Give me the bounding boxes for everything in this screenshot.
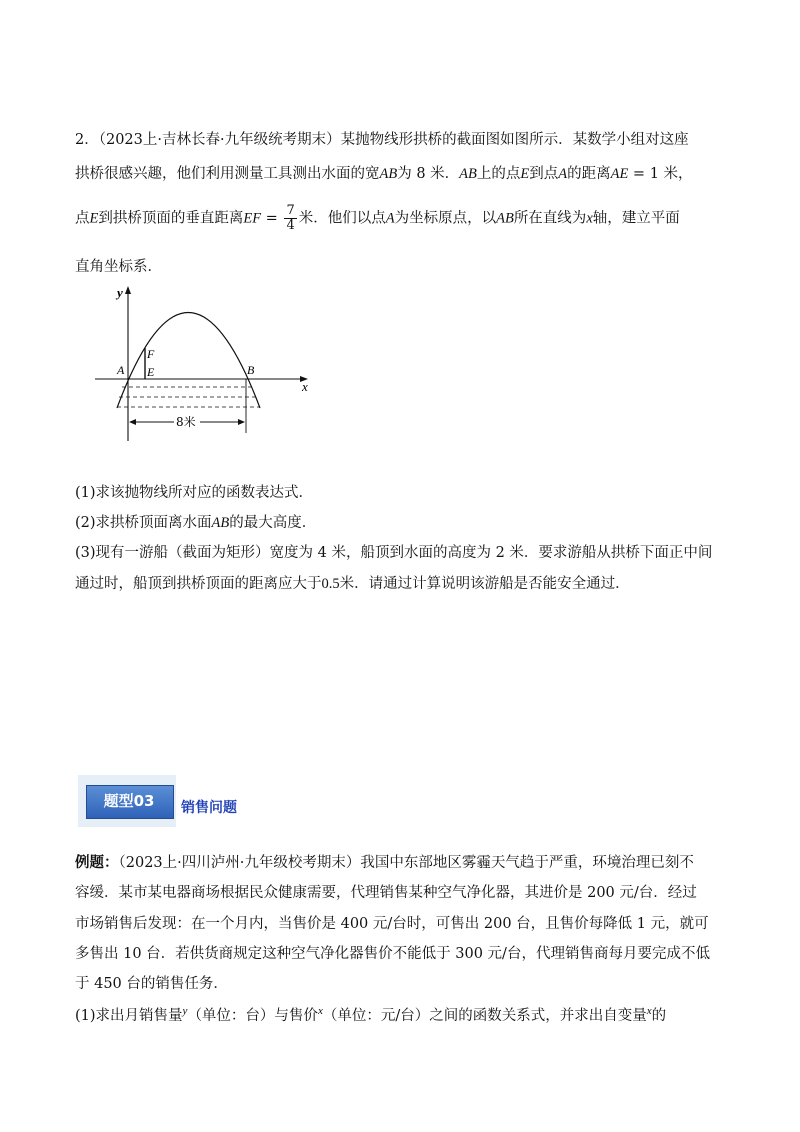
text-segment: 于 450 台的销售任务．	[75, 976, 228, 992]
problem-2-line-3	[75, 204, 680, 233]
example-line-5	[75, 972, 228, 993]
text-segment: 所在直线为	[513, 210, 587, 227]
question-3-line-1	[75, 541, 712, 562]
text-segment: =	[261, 210, 283, 227]
text-segment: (3)现有一游船（截面为矩形）宽度为 4 米，船顶到水面的高度为 2 米．要求游船从拱桥下面正中间	[75, 545, 713, 561]
math-ab: AB	[379, 166, 398, 182]
math-a: A	[385, 210, 395, 227]
point-e-label: E	[147, 365, 155, 379]
text-segment: （单位：元/台）之间的函数关系式，并求出自变量	[322, 1008, 647, 1024]
text-segment: 容缓．某市某电器商场根据民众健康需要，代理销售某种空气净化器，其进价是 200 元/台．经过	[75, 885, 697, 901]
text-segment: 通过时，船顶到拱桥顶面的距离应大于	[75, 576, 322, 592]
x-axis-label: x	[302, 379, 308, 394]
example-line-4	[75, 942, 710, 963]
example-line-1	[75, 851, 694, 872]
math-a: A	[558, 166, 568, 182]
text-segment: 点	[75, 210, 90, 227]
arrowhead-right-icon	[238, 419, 245, 425]
problem-2-line-4	[75, 255, 162, 276]
text-segment: 多售出 10 台．若供货商规定这种空气净化器售价不能低于 300 元/台，代理销售商每月要完成不低	[75, 946, 710, 962]
math-x: x	[317, 1005, 323, 1018]
question-3-line-2	[75, 572, 630, 593]
text-segment: （2023上·四川泸州·九年级校考期末）我国中东部地区雾霾天气趋于严重，环境治理已刻不	[118, 855, 694, 871]
text-segment: 轴，建立平面	[592, 210, 680, 227]
fraction-numerator: 7	[286, 203, 295, 218]
point-f-label: F	[147, 347, 155, 361]
text-segment: 市场销售后发现：在一个月内，当售价是 400 元/台时，可售出 200 台，且售价每降低 1 元，就可	[75, 916, 709, 932]
text-segment: (1)求该抛物线所对应的函数表达式．	[75, 485, 314, 501]
point-b-label: B	[247, 363, 255, 377]
text-segment: 拱桥很感兴趣，他们利用测量工具测出水面的宽	[75, 166, 380, 182]
question-2	[75, 511, 316, 532]
text-segment: 到点	[529, 166, 559, 182]
section-tag	[78, 775, 176, 827]
fraction-denominator: 4	[286, 218, 295, 233]
point-a-label: A	[117, 363, 125, 377]
example-line-2	[75, 881, 697, 902]
text-segment: 米．请通过计算说明该游船是否能安全通过．	[339, 576, 630, 592]
text-segment: (2)求拱桥顶面离水面	[75, 515, 212, 531]
text-segment: （单位：台）与售价	[187, 1008, 318, 1024]
question-1	[75, 481, 313, 502]
width-label: 8米	[176, 415, 196, 429]
math-ae: AE	[610, 166, 629, 182]
text-segment: 为 8 米．	[397, 166, 460, 182]
section-title: 销售问题	[181, 800, 237, 816]
text-segment: (1)求出月销售量	[75, 1008, 183, 1024]
math-ab: AB	[211, 515, 230, 531]
math-x: x	[586, 210, 593, 227]
text-segment: = 1 米，	[628, 166, 693, 182]
example-line-3	[75, 912, 709, 933]
text-segment: 直角坐标系．	[75, 259, 162, 275]
math-ab: AB	[496, 210, 514, 227]
math-ab: AB	[459, 166, 477, 182]
text-segment: 为坐标原点，以	[394, 210, 497, 227]
math-e: E	[89, 210, 99, 227]
text-segment: 的距离	[567, 166, 611, 182]
y-axis-arrow-icon	[125, 286, 131, 294]
text-segment: 上的点	[476, 166, 521, 182]
parabola-bridge-figure	[95, 283, 325, 448]
text-segment: 到拱桥顶面的垂直距离	[98, 210, 244, 227]
math-x: x	[646, 1005, 652, 1018]
arrowhead-left-icon	[129, 419, 136, 425]
problem-2-text-1: 2．（2023上·吉林长春·九年级统考期末）某抛物线形拱桥的截面图如图所示．某数学小组对这座	[75, 132, 689, 148]
fraction-seven-quarters	[284, 204, 296, 233]
text-segment: 米．他们以点	[298, 210, 386, 227]
example-question-1	[75, 1004, 666, 1025]
example-label: 例题：	[75, 854, 119, 871]
text-segment: 的	[651, 1008, 667, 1024]
problem-2-line-2	[75, 162, 693, 183]
tag-label: 题型03	[103, 792, 155, 810]
text-segment: 的最大高度．	[229, 515, 317, 531]
y-axis-label: y	[117, 285, 123, 300]
math-ef: EF	[243, 210, 262, 227]
math-y: y	[182, 1005, 188, 1018]
math-value: 0.5	[321, 576, 340, 592]
parabola-curve	[117, 313, 260, 409]
problem-2-line-1	[75, 128, 689, 149]
math-e: E	[520, 166, 530, 182]
